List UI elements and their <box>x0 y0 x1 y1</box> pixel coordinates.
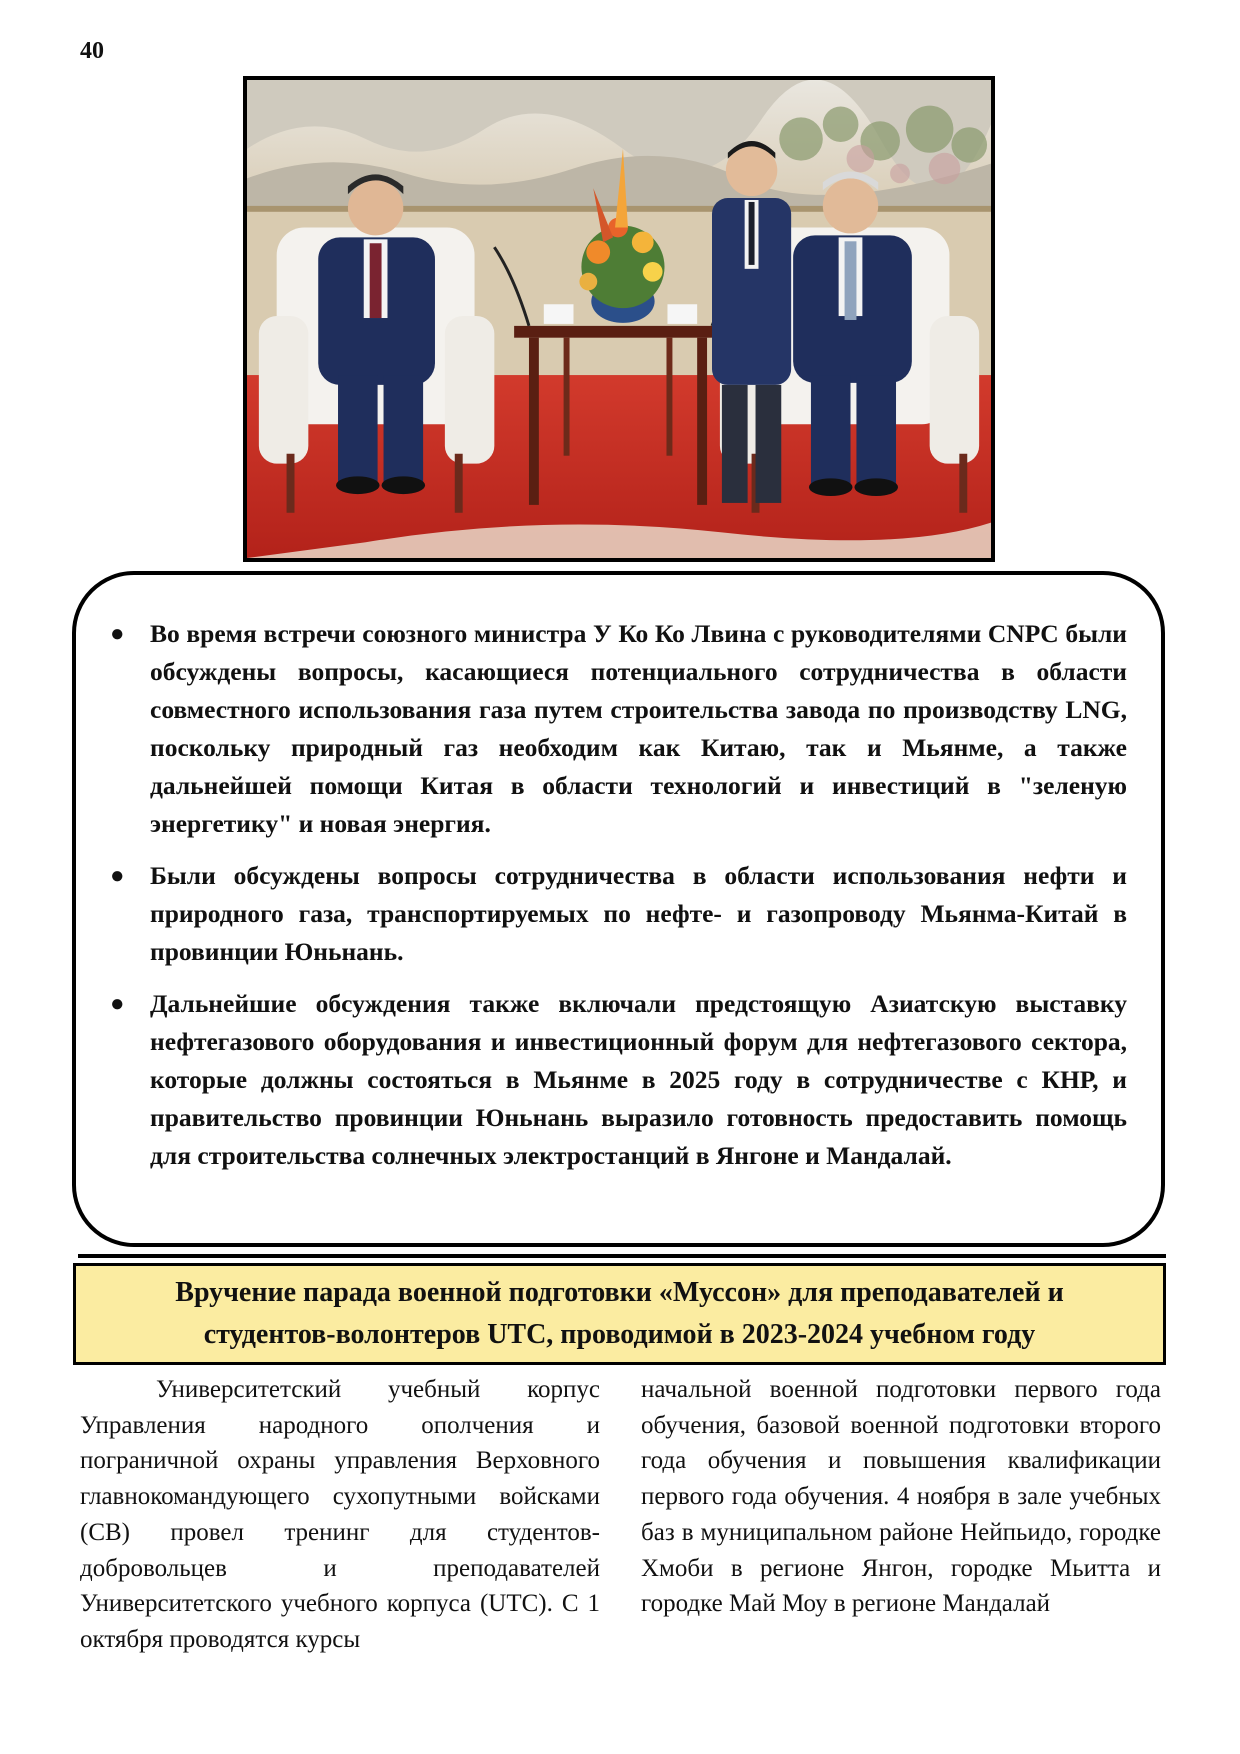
bullet-icon: ● <box>110 863 125 889</box>
article-left-column: Университетский учебный корпус Управления народного ополчения и пограничной охраны управления Верховного главнокомандующего сухопутными войсками (СВ) провел тренинг для студентов-добровольцев и преподавателей Университетского учебного корпуса (UTC). С 1 октября проводятся курсы <box>80 1376 600 1653</box>
page-number: 40 <box>80 38 104 64</box>
bullet-item <box>76 615 1161 843</box>
meeting-photo-illustration <box>247 80 991 558</box>
section-divider <box>78 1254 1166 1258</box>
discussion-bullet-list <box>76 615 1161 1189</box>
bullet-text: Дальнейшие обсуждения также включали предстоящую Азиатскую выставку нефтегазового оборудования и инвестиционный форум для нефтегазового сектора, которые должны состояться в Мьянме в 2025 году в сотрудничестве с КНР, и правительство провинции Юньнань выразило готовность предоставить помощь для строительства солнечных электростанций в Янгоне и Мандалай. <box>150 989 1127 1170</box>
section-heading-line-1: Вручение парада военной подготовки «Муссон» для преподавателей и <box>175 1277 1064 1308</box>
section-heading-line-2: студентов-волонтеров UTC, проводимой в 2023-2024 учебном году <box>203 1319 1036 1350</box>
bullet-icon: ● <box>110 621 125 647</box>
article-columns <box>80 1372 1161 1732</box>
bullet-text: Были обсуждены вопросы сотрудничества в области использования нефти и природного газа, транспортируемых по нефте- и газопроводу Мьянма-Китай в провинции Юньнань. <box>150 861 1127 966</box>
discussion-summary-box <box>72 571 1165 1247</box>
section-heading <box>175 1272 1063 1356</box>
meeting-photo <box>243 76 995 562</box>
section-heading-box <box>73 1263 1166 1365</box>
article-right-column: начальной военной подготовки первого года обучения, базовой военной подготовки второго года обучения и повышения квалификации первого года обучения. 4 ноября в зале учебных баз в муниципальном районе Нейпьидо, городке Хмоби в регионе Янгон, городке Мьитта и городке Май Моу в регионе Мандалай <box>641 1376 1161 1618</box>
bullet-item <box>76 985 1161 1175</box>
bullet-item <box>76 857 1161 971</box>
bullet-icon: ● <box>110 991 125 1017</box>
bullet-text: Во время встречи союзного министра У Ко Ко Лвина с руководителями CNPC были обсуждены вопросы, касающиеся потенциального сотрудничества в области совместного использования газа путем строительства завода по производству LNG, поскольку природный газ необходим как Китаю, так и Мьянме, а также дальнейшей помощи Китая в области технологий и инвестиций в "зеленую энергетику" и новая энергия. <box>150 619 1127 838</box>
